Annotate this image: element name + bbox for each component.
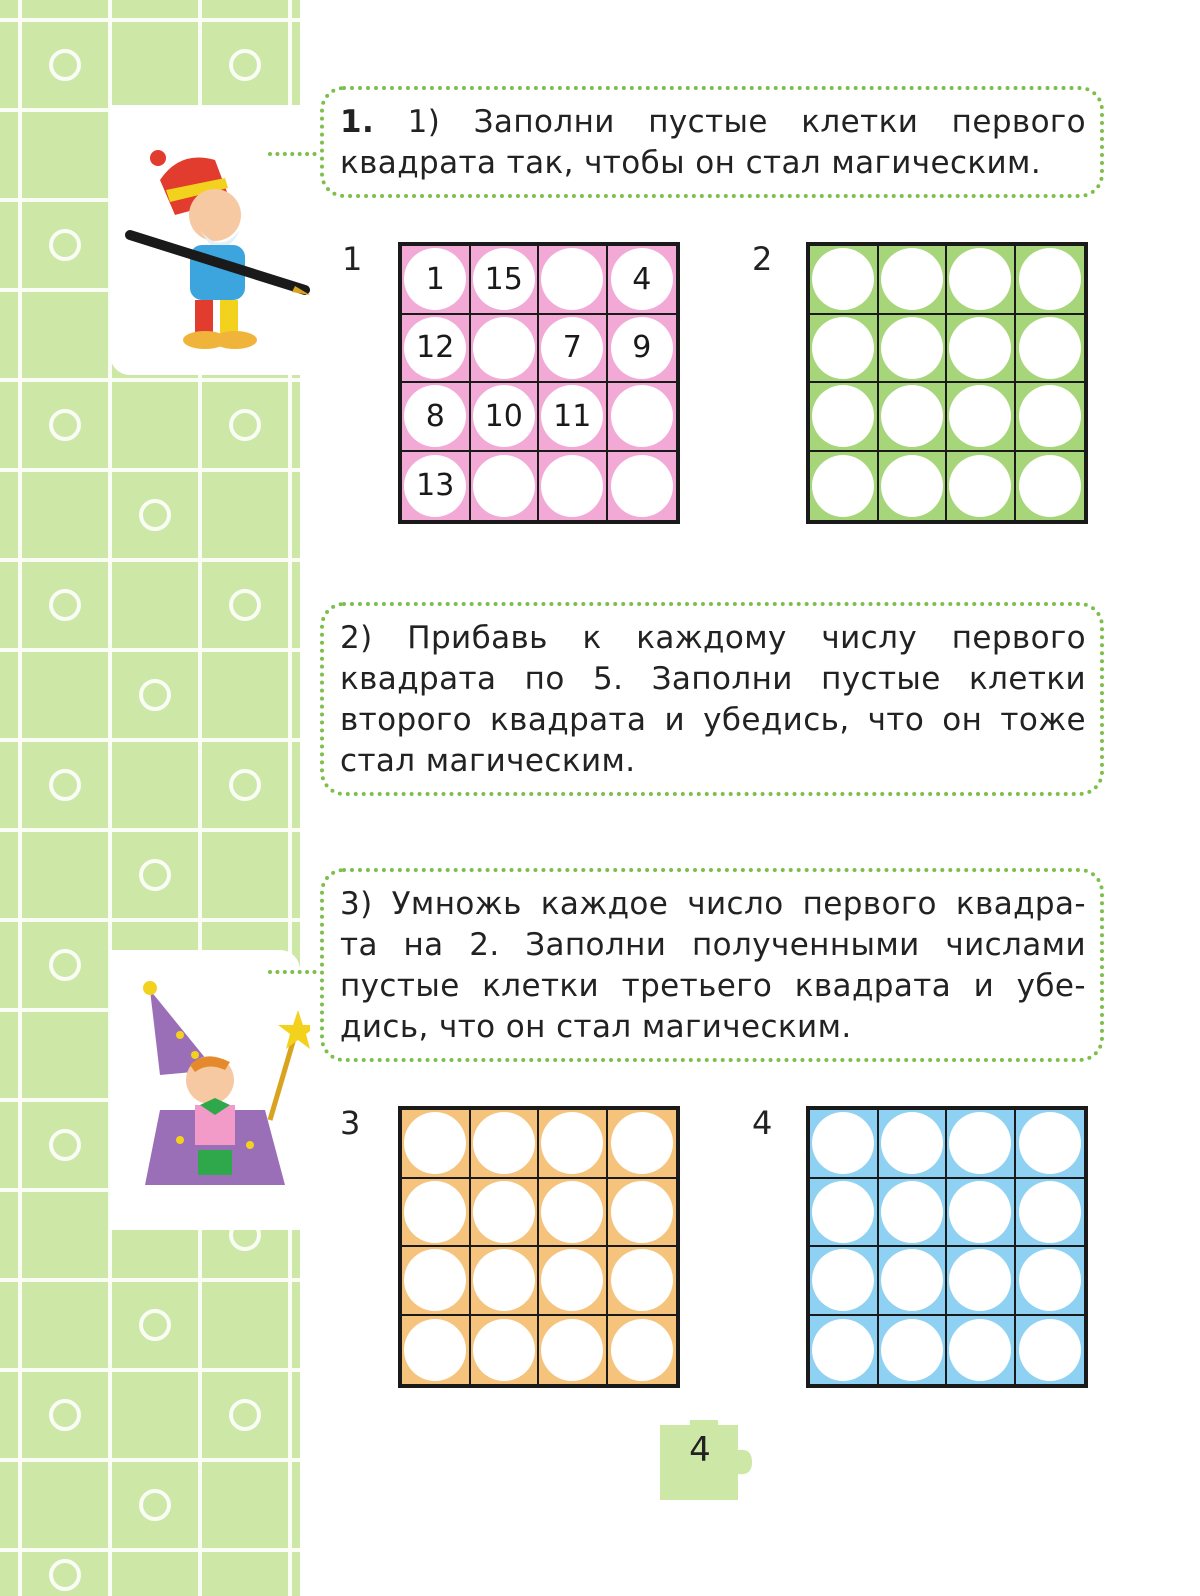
number-circle[interactable] [949,317,1011,379]
grid-cell [1016,246,1085,315]
gnome-with-pen-icon [120,140,310,360]
grid-cell [1016,1316,1085,1385]
number-circle[interactable] [949,1112,1011,1174]
grid-cell [402,315,471,384]
grid-cell [879,315,948,384]
grid-cell [947,1110,1016,1179]
grid-cell [539,1316,608,1385]
grid-cell [1016,1179,1085,1248]
grid-cell [402,383,471,452]
grid-cell [471,315,540,384]
grid-cell [1016,1110,1085,1179]
number-circle[interactable]: 9 [611,317,673,379]
grid-cell [947,246,1016,315]
number-circle[interactable] [881,385,943,447]
number-circle[interactable] [881,317,943,379]
number-circle[interactable] [611,1319,673,1381]
magic-square-1 [398,242,680,524]
grid-cell [810,1110,879,1179]
number-circle[interactable] [611,1112,673,1174]
number-circle[interactable] [1019,385,1081,447]
grid-cell [608,246,677,315]
number-circle[interactable] [473,1112,535,1174]
number-circle[interactable] [949,385,1011,447]
grid-cell [810,383,879,452]
grid-cell [471,1110,540,1179]
grid-cell [947,1247,1016,1316]
grid-cell [1016,452,1085,521]
speech-connector-top [268,152,324,156]
grid-cell [879,452,948,521]
task2-box [320,602,1104,796]
grid-cell [608,315,677,384]
number-circle[interactable] [1019,1112,1081,1174]
grid-cell [879,1316,948,1385]
number-circle[interactable] [881,1249,943,1311]
grid-cell [879,1110,948,1179]
grid-cell [879,1247,948,1316]
number-circle[interactable] [1019,455,1081,517]
number-circle[interactable] [1019,1181,1081,1243]
number-circle[interactable]: 7 [541,317,603,379]
grid-cell [539,452,608,521]
number-circle[interactable] [611,455,673,517]
grid-cell [810,1316,879,1385]
grid-cell [471,1316,540,1385]
grid-cell [947,1179,1016,1248]
grid-cell [471,246,540,315]
grid-cell [402,452,471,521]
number-circle[interactable] [1019,248,1081,310]
number-circle[interactable] [541,1181,603,1243]
number-circle[interactable] [812,248,874,310]
number-circle[interactable] [812,1249,874,1311]
number-circle[interactable] [404,1112,466,1174]
number-circle[interactable] [1019,1249,1081,1311]
number-circle[interactable] [949,455,1011,517]
number-circle[interactable] [473,1181,535,1243]
grid-cell [539,315,608,384]
grid-cell [608,1316,677,1385]
grid-cell [402,246,471,315]
grid-cell [810,452,879,521]
grid-cell [539,1179,608,1248]
number-circle[interactable] [1019,317,1081,379]
speech-connector-bottom [268,970,324,974]
grid-cell [810,1179,879,1248]
grid-cell [947,452,1016,521]
number-circle[interactable] [881,1181,943,1243]
number-circle[interactable] [611,1249,673,1311]
number-circle[interactable] [949,248,1011,310]
number-circle[interactable]: 1 [404,248,466,310]
grid-cell [879,383,948,452]
grid-cell [1016,1247,1085,1316]
number-circle[interactable] [473,1319,535,1381]
task1-box [320,86,1104,198]
page-number: 4 [689,1430,711,1470]
number-circle[interactable] [473,455,535,517]
grid-cell [810,315,879,384]
grid-cell [947,315,1016,384]
number-circle[interactable] [881,248,943,310]
number-circle[interactable] [812,1112,874,1174]
number-circle[interactable]: 12 [404,317,466,379]
number-circle[interactable]: 8 [404,385,466,447]
wizard-with-wand-icon [120,970,310,1200]
grid-cell [471,1247,540,1316]
grid-cell [879,246,948,315]
number-circle[interactable] [611,1181,673,1243]
grid-cell [539,246,608,315]
number-circle[interactable] [949,1181,1011,1243]
number-circle[interactable] [541,1249,603,1311]
number-circle[interactable] [611,385,673,447]
number-circle[interactable] [949,1319,1011,1381]
grid-cell [608,1247,677,1316]
grid-cell [402,1247,471,1316]
task2-text: 2) Прибавь к каждому числу первого квадрата по 5. Заполни пустые клетки второго квадрата и убедись, что он тоже стал магическим. [340,620,1086,779]
task3-text: 3) Умножь каждое число первого квадра- та на 2. Заполни полученными числами пустые клетки третьего квадрата и убе- дись, что он стал магическим. [340,886,1086,1045]
grid-cell [947,383,1016,452]
number-circle[interactable] [541,1319,603,1381]
task1-number: 1. [340,104,375,140]
magic-square-2 [806,242,1088,524]
number-circle[interactable] [404,1181,466,1243]
grid-cell [608,1110,677,1179]
grid3-label: 3 [340,1104,361,1142]
grid-cell [1016,383,1085,452]
grid-cell [539,1247,608,1316]
number-circle[interactable] [812,385,874,447]
grid-cell [471,1179,540,1248]
number-circle[interactable] [812,455,874,517]
number-circle[interactable] [812,1181,874,1243]
grid-cell [471,452,540,521]
number-circle[interactable] [404,1319,466,1381]
grid-cell [471,383,540,452]
number-circle[interactable] [881,455,943,517]
number-circle[interactable]: 10 [473,385,535,447]
magic-square-4 [806,1106,1088,1388]
number-circle[interactable] [881,1112,943,1174]
grid-cell [402,1179,471,1248]
grid-cell [539,1110,608,1179]
number-circle[interactable] [812,1319,874,1381]
magic-square-3 [398,1106,680,1388]
grid-cell [810,246,879,315]
grid2-label: 2 [752,240,773,278]
number-circle[interactable] [949,1249,1011,1311]
number-circle[interactable]: 13 [404,455,466,517]
grid-cell [402,1110,471,1179]
task1-text: 1) Заполни пустые клетки первого квадрата так, чтобы он стал магическим. [340,104,1086,181]
grid-cell [947,1316,1016,1385]
number-circle[interactable]: 11 [541,385,603,447]
grid-cell [402,1316,471,1385]
grid4-label: 4 [752,1104,773,1142]
number-circle[interactable] [473,1249,535,1311]
number-circle[interactable]: 15 [473,248,535,310]
number-circle[interactable] [881,1319,943,1381]
number-circle[interactable] [812,317,874,379]
grid-cell [539,383,608,452]
number-circle[interactable]: 4 [611,248,673,310]
grid-cell [608,452,677,521]
number-circle[interactable] [541,455,603,517]
grid-cell [608,383,677,452]
number-circle[interactable] [473,317,535,379]
grid-cell [879,1179,948,1248]
number-circle[interactable] [404,1249,466,1311]
number-circle[interactable] [541,1112,603,1174]
grid-cell [810,1247,879,1316]
grid-cell [1016,315,1085,384]
number-circle[interactable] [1019,1319,1081,1381]
grid-cell [608,1179,677,1248]
grid1-label: 1 [342,240,363,278]
task3-box [320,868,1104,1062]
number-circle[interactable] [541,248,603,310]
